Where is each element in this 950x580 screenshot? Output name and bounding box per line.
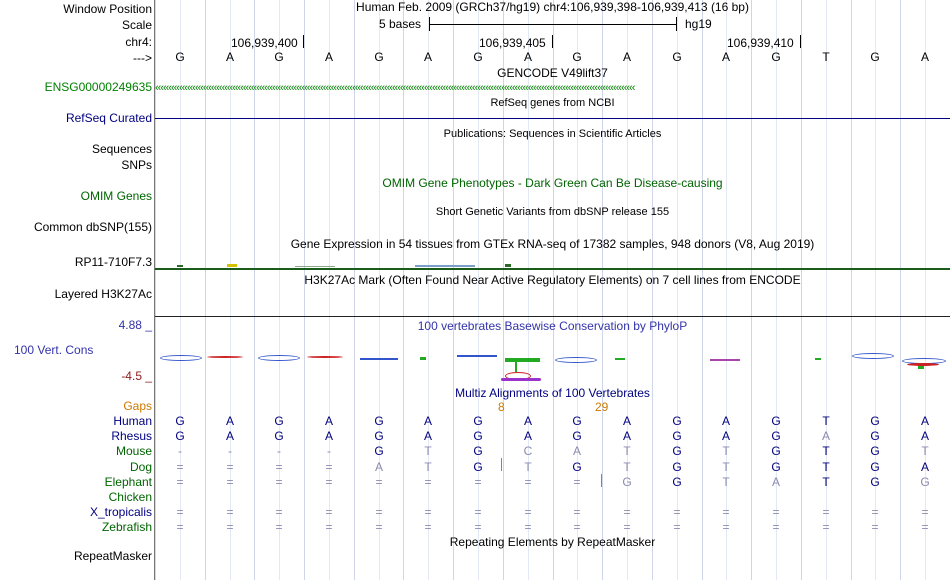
species-label-human: Human: [113, 414, 152, 428]
track-image-panel[interactable]: [155, 0, 950, 580]
aligned-base: A: [374, 460, 383, 474]
aligned-base: T: [822, 460, 830, 474]
aligned-base: =: [524, 505, 532, 519]
aligned-base: =: [424, 520, 432, 534]
aligned-base: =: [226, 505, 234, 519]
aligned-base: G: [672, 444, 682, 458]
aligned-base: A: [721, 414, 730, 428]
dbsnp-label[interactable]: Common dbSNP(155): [33, 220, 152, 234]
aligned-base: =: [474, 475, 482, 489]
aligned-base: =: [424, 475, 432, 489]
aligned-base: =: [375, 475, 383, 489]
aligned-base: =: [871, 505, 879, 519]
base-letter: T: [822, 50, 830, 64]
base-letter: G: [473, 50, 483, 64]
aligned-base: A: [572, 444, 581, 458]
aligned-base: A: [324, 414, 333, 428]
aligned-base: T: [424, 460, 432, 474]
aligned-base: =: [921, 505, 929, 519]
repeatmasker-label[interactable]: RepeatMasker: [73, 549, 152, 563]
phylop-label[interactable]: 100 Vert. Cons: [14, 343, 94, 357]
aligned-base: =: [474, 520, 482, 534]
phylop-min-label: -4.5 _: [121, 369, 152, 383]
aligned-base: G: [374, 429, 384, 443]
aligned-base: G: [870, 429, 880, 443]
strand-arrow-label: --->: [133, 51, 152, 65]
publications-title: Publications: Sequences in Scientific Articles: [443, 128, 662, 140]
aligned-base: A: [324, 429, 333, 443]
aligned-base: =: [524, 475, 532, 489]
aligned-base: =: [275, 505, 283, 519]
refseq-line[interactable]: [155, 118, 950, 119]
base-letter: A: [920, 50, 929, 64]
aligned-base: =: [573, 475, 581, 489]
omim-title: OMIM Gene Phenotypes - Dark Green Can Be Disease-causing: [382, 176, 723, 190]
aligned-base: =: [375, 520, 383, 534]
aligned-base: A: [920, 414, 929, 428]
aligned-base: G: [771, 429, 781, 443]
refseq-label[interactable]: RefSeq Curated: [65, 111, 152, 125]
multiz-title: Multiz Alignments of 100 Vertebrates: [455, 386, 650, 400]
aligned-base: A: [523, 429, 532, 443]
refseq-title: RefSeq genes from NCBI: [490, 97, 615, 109]
coord-1: 106,939,400: [231, 36, 298, 50]
gtex-baseline: [155, 268, 950, 270]
aligned-base: T: [722, 444, 730, 458]
base-letter: G: [274, 50, 284, 64]
aligned-base: G: [473, 444, 483, 458]
aligned-base: =: [325, 505, 333, 519]
aligned-base: =: [524, 520, 532, 534]
aligned-base: =: [275, 520, 283, 534]
base-letter: A: [622, 50, 631, 64]
aligned-base: G: [572, 414, 582, 428]
aligned-base: =: [722, 520, 730, 534]
aligned-base: G: [572, 460, 582, 474]
window-position-label: Window Position: [63, 2, 152, 16]
aligned-base: T: [822, 475, 830, 489]
aligned-base: G: [374, 414, 384, 428]
aligned-base: A: [622, 414, 631, 428]
base-letter: G: [672, 50, 682, 64]
omim-label[interactable]: OMIM Genes: [80, 189, 152, 203]
gencode-gene-line[interactable]: [155, 81, 950, 95]
elephant-insertion-mark: [601, 474, 602, 487]
gap-value-1: 8: [498, 400, 505, 414]
aligned-base: G: [374, 444, 384, 458]
aligned-base: G: [870, 475, 880, 489]
snps-label[interactable]: SNPs: [121, 158, 152, 172]
scale-text: 5 bases: [379, 17, 422, 31]
scale-label: Scale: [121, 18, 152, 32]
aligned-base: -: [277, 444, 281, 458]
base-letter: G: [572, 50, 582, 64]
aligned-base: -: [178, 444, 182, 458]
aligned-base: =: [424, 505, 432, 519]
aligned-base: =: [226, 520, 234, 534]
dog-insertion-mark: [501, 458, 502, 471]
aligned-base: G: [771, 444, 781, 458]
aligned-base: T: [623, 460, 631, 474]
aligned-base: A: [225, 414, 234, 428]
aligned-base: =: [673, 505, 681, 519]
aligned-base: G: [870, 444, 880, 458]
aligned-base: A: [423, 429, 432, 443]
base-letter: G: [771, 50, 781, 64]
aligned-base: =: [573, 520, 581, 534]
gap-value-2: 29: [595, 400, 609, 414]
base-letter: G: [870, 50, 880, 64]
h3k27ac-baseline: [155, 316, 950, 317]
h3k27ac-label[interactable]: Layered H3K27Ac: [54, 287, 152, 301]
coord-3: 106,939,410: [727, 36, 794, 50]
aligned-base: T: [822, 444, 830, 458]
phylop-max-label: 4.88 _: [118, 318, 152, 332]
species-label-x_tropicalis: X_tropicalis: [89, 505, 152, 519]
aligned-base: =: [375, 505, 383, 519]
species-label-rhesus: Rhesus: [111, 429, 152, 443]
base-letter: A: [523, 50, 532, 64]
base-letter: A: [324, 50, 333, 64]
aligned-base: G: [771, 414, 781, 428]
track-labels-panel: [0, 0, 154, 580]
aligned-base: A: [721, 429, 730, 443]
aligned-base: =: [325, 475, 333, 489]
aligned-base: A: [225, 429, 234, 443]
aligned-base: G: [672, 429, 682, 443]
base-letter: A: [423, 50, 432, 64]
aligned-base: =: [871, 520, 879, 534]
base-letter: A: [721, 50, 730, 64]
assembly-title: Human Feb. 2009 (GRCh37/hg19) chr4:106,939,398-106,939,413 (16 bp): [356, 0, 749, 14]
gene-strand-chevrons: ‹‹‹‹‹‹‹‹‹‹‹‹‹‹‹‹‹‹‹‹‹‹‹‹‹‹‹‹‹‹‹‹‹‹‹‹‹‹‹‹‹‹‹‹‹‹‹‹‹‹‹‹‹‹‹‹‹‹‹‹‹‹‹‹‹‹‹‹‹‹‹‹‹‹‹‹‹‹‹‹‹‹‹‹‹‹‹‹‹‹‹‹‹‹‹‹‹‹‹‹‹‹‹‹‹‹‹‹‹‹‹‹‹‹‹‹‹‹‹‹‹‹‹‹‹‹‹‹‹‹‹‹‹‹‹‹‹‹‹‹‹‹‹‹‹‹‹‹‹‹‹‹‹‹‹‹‹‹‹‹‹‹‹‹‹‹‹‹‹‹‹‹‹‹‹‹‹‹‹‹: [155, 82, 635, 94]
aligned-base: G: [175, 429, 185, 443]
aligned-base: =: [623, 505, 631, 519]
aligned-base: =: [722, 505, 730, 519]
aligned-base: G: [672, 475, 682, 489]
species-label-elephant: Elephant: [104, 475, 152, 489]
aligned-base: A: [423, 414, 432, 428]
aligned-base: =: [176, 460, 184, 474]
chr-label: chr4:: [125, 35, 152, 49]
aligned-base: A: [523, 414, 532, 428]
base-letter: A: [225, 50, 234, 64]
aligned-base: A: [771, 475, 780, 489]
aligned-base: =: [623, 520, 631, 534]
aligned-base: T: [722, 475, 730, 489]
gtex-gene-label[interactable]: RP11-710F7.3: [74, 255, 152, 269]
aligned-base: -: [327, 444, 331, 458]
aligned-base: =: [673, 520, 681, 534]
sequences-label[interactable]: Sequences: [91, 142, 152, 156]
species-label-dog: Dog: [129, 460, 152, 474]
aligned-base: =: [921, 520, 929, 534]
aligned-base: G: [622, 475, 632, 489]
aligned-base: G: [771, 460, 781, 474]
aligned-base: T: [822, 414, 830, 428]
aligned-base: A: [622, 429, 631, 443]
aligned-base: G: [672, 414, 682, 428]
aligned-base: G: [672, 460, 682, 474]
aligned-base: A: [821, 429, 830, 443]
gencode-gene-label[interactable]: ENSG00000249635: [44, 80, 152, 94]
h3k27ac-title: H3K27Ac Mark (Often Found Near Active Regulatory Elements) on 7 cell lines from ENCODE: [304, 273, 801, 287]
aligned-base: A: [920, 460, 929, 474]
base-letter: G: [374, 50, 384, 64]
aligned-base: G: [473, 460, 483, 474]
aligned-base: =: [275, 460, 283, 474]
aligned-base: G: [870, 460, 880, 474]
aligned-base: -: [228, 444, 232, 458]
aligned-base: =: [325, 520, 333, 534]
aligned-base: =: [176, 475, 184, 489]
aligned-base: =: [474, 505, 482, 519]
aligned-base: G: [175, 414, 185, 428]
aligned-base: G: [274, 429, 284, 443]
aligned-base: A: [920, 429, 929, 443]
aligned-base: T: [623, 444, 631, 458]
gaps-label: Gaps: [123, 399, 152, 413]
dbsnp-title: Short Genetic Variants from dbSNP release 155: [435, 206, 670, 218]
aligned-base: =: [176, 520, 184, 534]
species-label-mouse: Mouse: [115, 444, 152, 458]
gencode-title: GENCODE V49lift37: [497, 66, 608, 80]
aligned-base: =: [275, 475, 283, 489]
scale-db: hg19: [685, 17, 712, 31]
species-label-zebrafish: Zebrafish: [101, 520, 152, 534]
aligned-base: T: [524, 460, 532, 474]
repeatmasker-title: Repeating Elements by RepeatMasker: [449, 535, 656, 549]
aligned-base: G: [572, 429, 582, 443]
phylop-title: 100 vertebrates Basewise Conservation by PhyloP: [417, 319, 688, 333]
aligned-base: T: [424, 444, 432, 458]
aligned-base: =: [226, 460, 234, 474]
aligned-base: G: [473, 414, 483, 428]
gtex-title: Gene Expression in 54 tissues from GTEx RNA-seq of 17382 samples, 948 donors (V8, Aug 2019): [290, 237, 815, 251]
aligned-base: =: [772, 505, 780, 519]
aligned-base: =: [226, 475, 234, 489]
species-label-chicken: Chicken: [108, 490, 152, 504]
base-letter: G: [175, 50, 185, 64]
aligned-base: T: [921, 444, 929, 458]
aligned-base: =: [325, 460, 333, 474]
aligned-base: =: [822, 505, 830, 519]
aligned-base: =: [822, 520, 830, 534]
aligned-base: C: [523, 444, 533, 458]
aligned-base: G: [870, 414, 880, 428]
aligned-base: =: [772, 520, 780, 534]
aligned-base: G: [473, 429, 483, 443]
aligned-base: =: [573, 505, 581, 519]
aligned-base: =: [176, 505, 184, 519]
aligned-base: G: [274, 414, 284, 428]
coord-2: 106,939,405: [479, 36, 546, 50]
aligned-base: T: [722, 460, 730, 474]
aligned-base: G: [920, 475, 930, 489]
